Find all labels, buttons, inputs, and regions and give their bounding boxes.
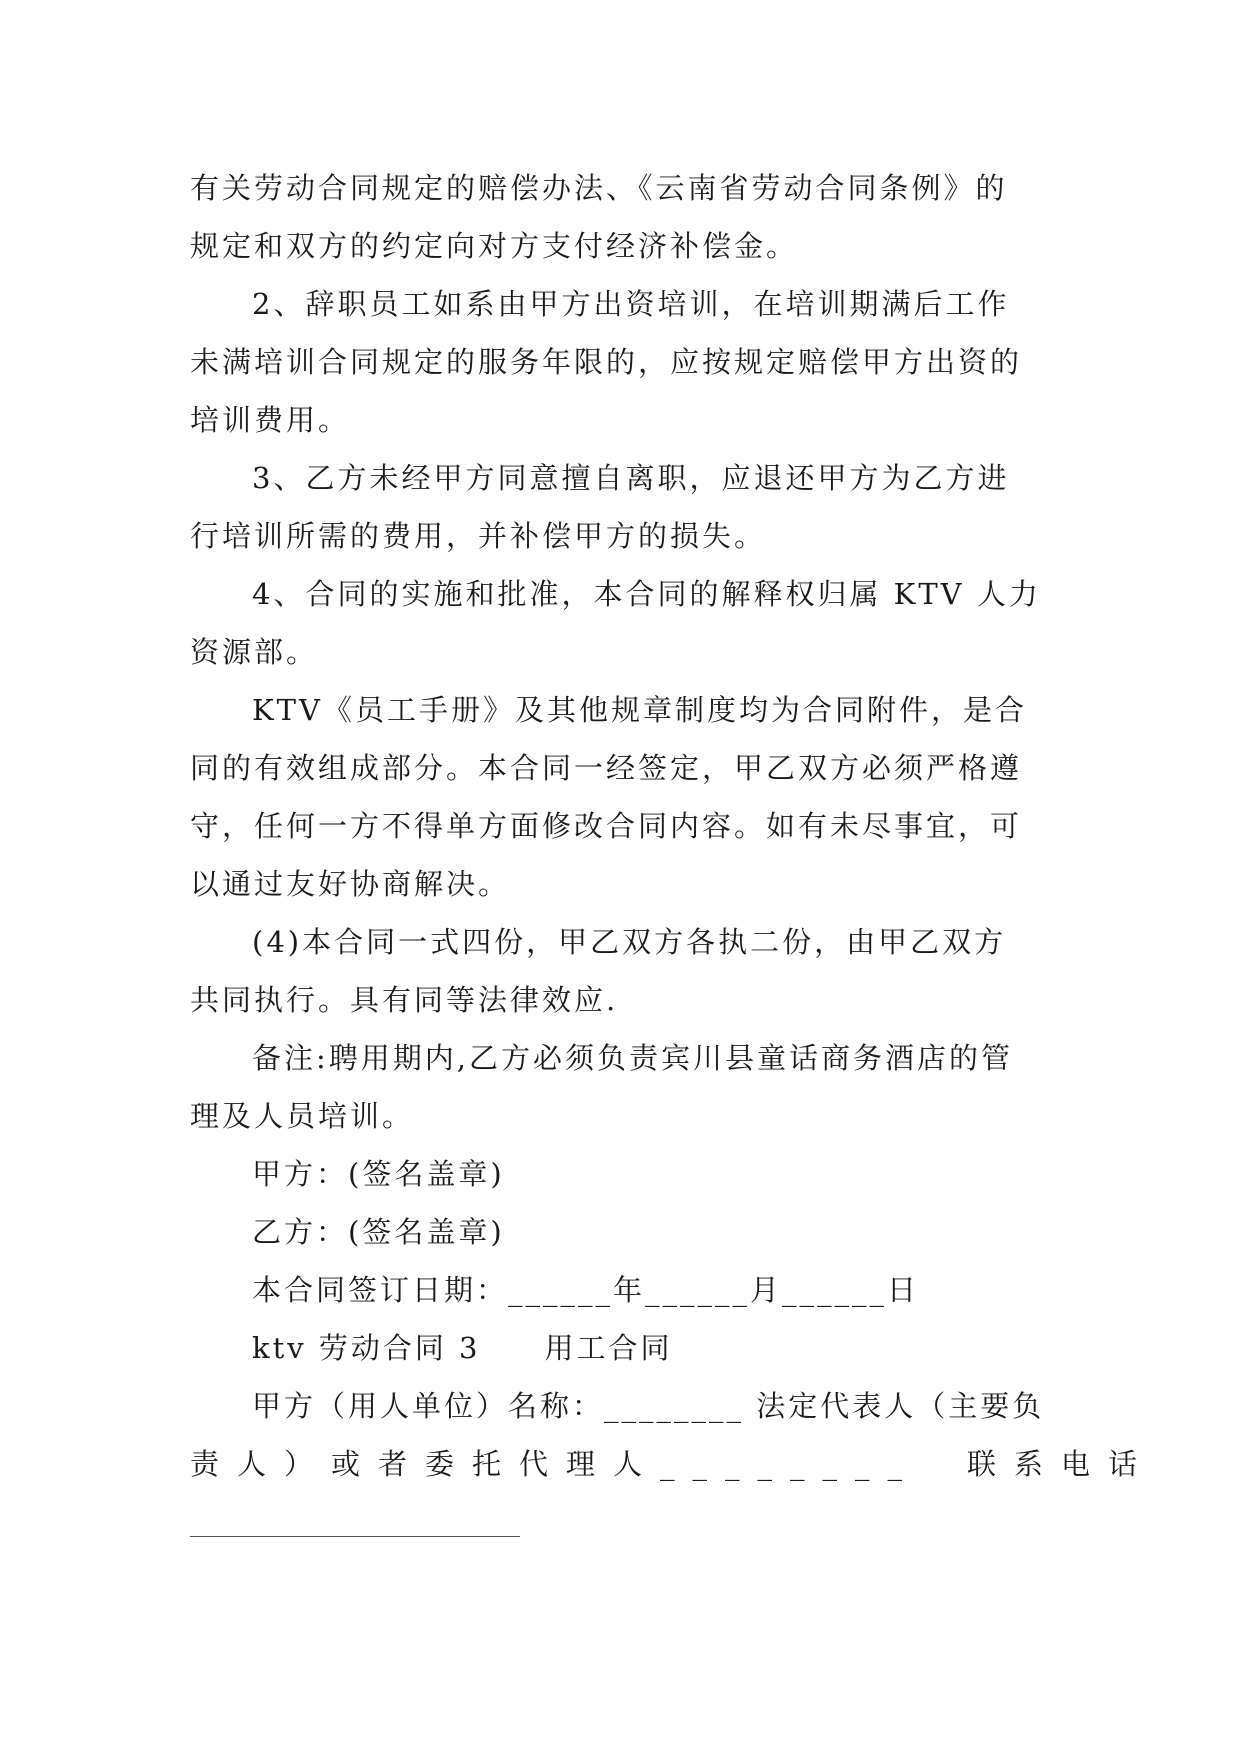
party-a-signature: 甲方：(签名盖章) (252, 1157, 505, 1191)
paragraph-line: 资源部。 (190, 635, 319, 669)
section-heading: ktv 劳动合同 3 用工合同 (252, 1331, 673, 1365)
paragraph-line: 有关劳动合同规定的赔偿办法、《云南省劳动合同条例》的 (190, 171, 1008, 205)
party-b-signature: 乙方：(签名盖章) (252, 1215, 505, 1249)
paragraph-line: 行培训所需的费用，并补偿甲方的损失。 (190, 519, 767, 553)
paragraph-line: 培训费用。 (190, 403, 351, 437)
paragraph-line: 规定和双方的约定向对方支付经济补偿金。 (190, 229, 799, 263)
paragraph-line: 以通过友好协商解决。 (190, 867, 511, 901)
clause-3-line: 3、乙方未经甲方同意擅自离职，应退还甲方为乙方进 (252, 461, 1010, 495)
employer-agent-line: 责人）或者委托代理人________ 联系电话 (190, 1447, 1156, 1481)
employer-name-line: 甲方（用人单位）名称：________ 法定代表人（主要负 (252, 1389, 1045, 1423)
copies-clause-line: (4)本合同一式四份，甲乙双方各执二份，由甲乙双方 (252, 925, 1007, 959)
paragraph-line: 理及人员培训。 (190, 1099, 415, 1133)
footnote-divider (190, 1536, 520, 1537)
paragraph-line: 同的有效组成部分。本合同一经签定，甲乙双方必须严格遵 (190, 751, 1023, 785)
attachment-paragraph-line: KTV《员工手册》及其他规章制度均为合同附件，是合 (252, 693, 1027, 727)
paragraph-line: 未满培训合同规定的服务年限的，应按规定赔偿甲方出资的 (190, 345, 1023, 379)
paragraph-line: 共同执行。具有同等法律效应. (190, 983, 619, 1017)
remark-line: 备注:聘用期内,乙方必须负责宾川县童话商务酒店的管 (252, 1041, 1013, 1075)
paragraph-line: 守，任何一方不得单方面修改合同内容。如有未尽事宜，可 (190, 809, 1023, 843)
signing-date: 本合同签订日期：______年______月______日 (252, 1273, 920, 1307)
clause-2-line: 2、辞职员工如系由甲方出资培训，在培训期满后工作 (252, 287, 1010, 321)
clause-4-line: 4、合同的实施和批准，本合同的解释权归属 KTV 人力 (252, 577, 1041, 611)
